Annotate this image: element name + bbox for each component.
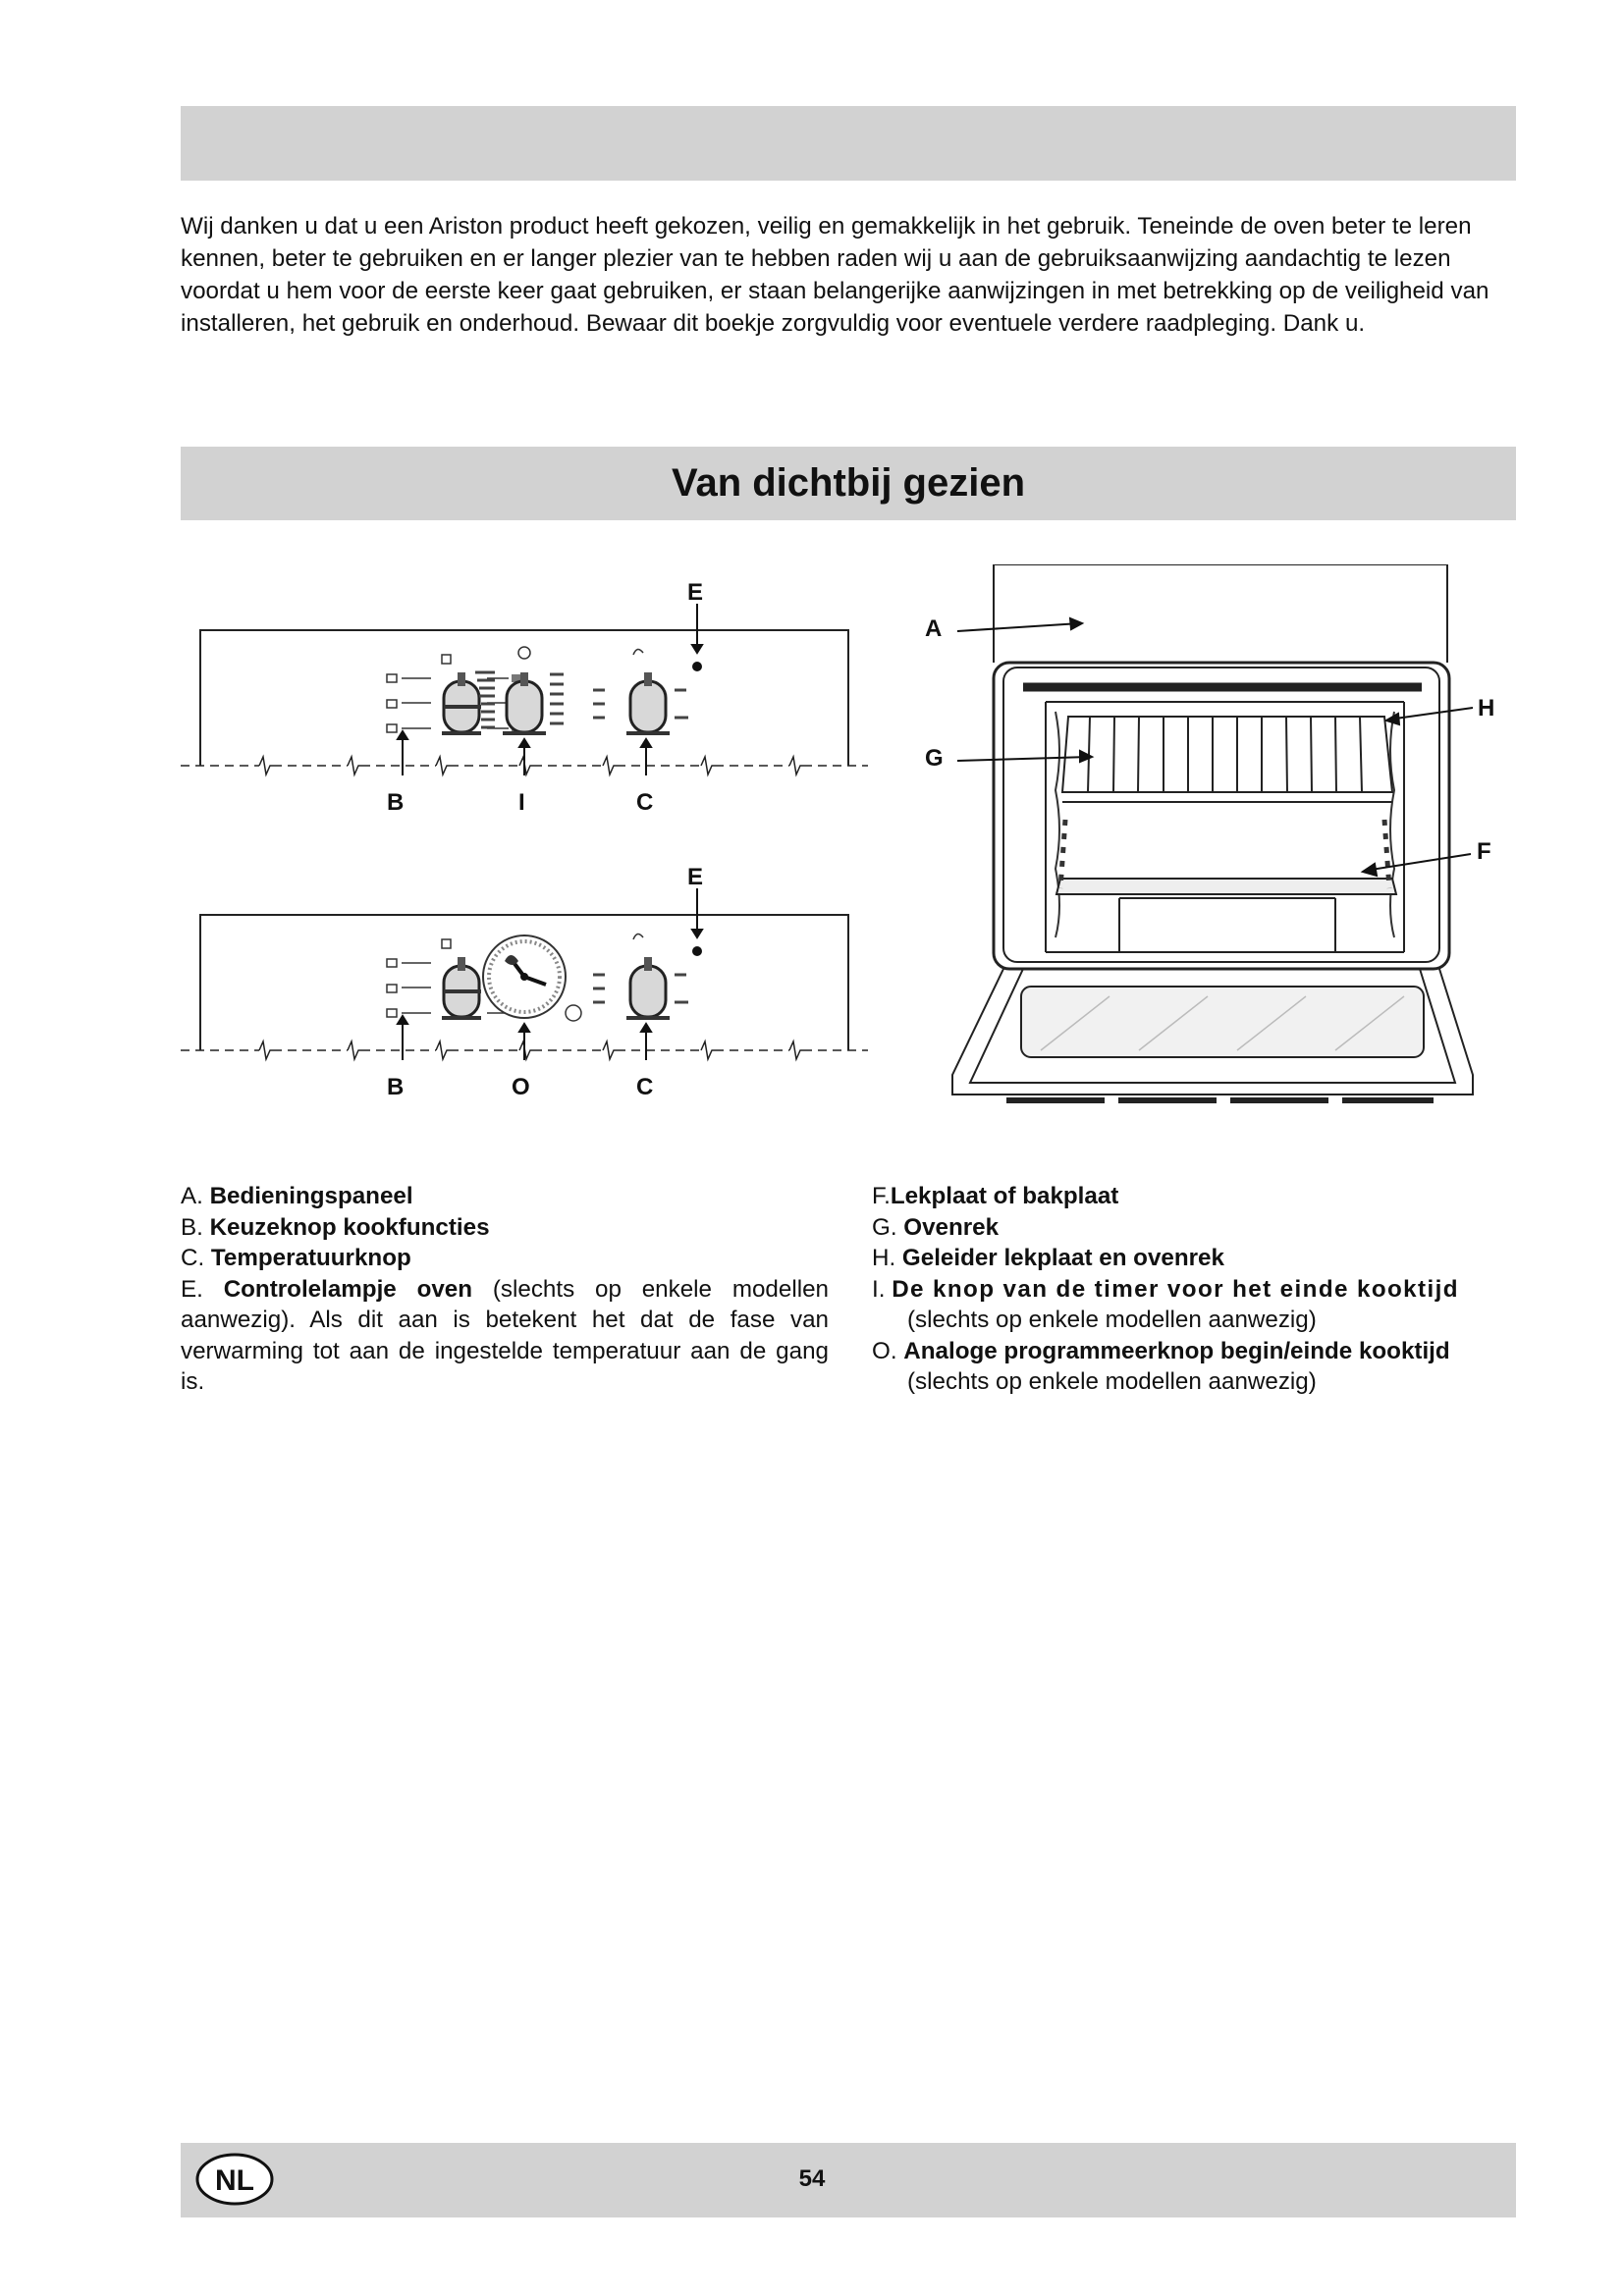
drip-tray bbox=[1056, 879, 1396, 894]
intro-paragraph: Wij danken u dat u een Ariston product heeft gekozen, veilig en gemakkelijk in het gebruik. Teneinde de oven beter te leren kennen, beter te gebruiken en er langer plezier van te hebben raden wij u aan de gebruiksaanwijzing aandachtig te lezen voordat u hem voor de eerste keer gaat gebruiken, er staan belangerijke aanwijzingen in met betrekking op de veiligheid van installeren, het gebruik en onderhoud. Bewaar dit boekje zorgvuldig voor eventuele verdere raadpleging. Dank u. bbox=[181, 213, 1489, 337]
control-panel-diagram-timer bbox=[181, 574, 878, 829]
temperature-knob bbox=[593, 649, 702, 735]
legend-item-c: C. Temperatuurknop bbox=[181, 1245, 411, 1271]
section-header bbox=[181, 447, 1516, 520]
label-f: F bbox=[1477, 838, 1491, 865]
legend-item-o: O. Analoge programmeerknop begin/einde kooktijd (slechts op enkele modellen aanwezig) bbox=[872, 1337, 1450, 1395]
label-b: B bbox=[387, 789, 405, 816]
header-bar bbox=[181, 106, 1516, 181]
label-i: I bbox=[518, 789, 525, 816]
analog-programmer-clock bbox=[483, 935, 581, 1021]
legend-item-i: I. De knop van de timer voor het einde kooktijd (slechts op enkele modellen aanwezig) bbox=[872, 1275, 1459, 1333]
label-o: O bbox=[512, 1074, 530, 1100]
section-title: Van dichtbij gezien bbox=[671, 461, 1026, 505]
page-number: 54 bbox=[798, 2165, 826, 2192]
legend-item-e: E. Controlelampje oven (slechts op enkele modellen aanwezig). Als dit aan is betekent het dat de fase van verwarming tot aan de ingestelde temperatuur aan de gang is. bbox=[181, 1275, 829, 1395]
legend-item-a: A. Bedieningspaneel bbox=[181, 1183, 413, 1209]
label-b: B bbox=[387, 1074, 405, 1100]
legend-item-h: H. Geleider lekplaat en ovenrek bbox=[872, 1245, 1224, 1271]
timer-knob bbox=[475, 647, 564, 735]
legend-left bbox=[181, 1181, 829, 1398]
legend-item-g: G. Ovenrek bbox=[872, 1213, 1000, 1241]
oven-diagram bbox=[913, 564, 1502, 1124]
legend-item-b: B. Keuzeknop kookfuncties bbox=[181, 1213, 490, 1241]
language-code: NL bbox=[215, 2164, 254, 2197]
label-a: A bbox=[925, 615, 943, 642]
label-c: C bbox=[636, 1074, 654, 1100]
legend-item-f: F.Lekplaat of bakplaat bbox=[872, 1183, 1119, 1209]
label-c: C bbox=[636, 789, 654, 816]
temperature-knob bbox=[593, 934, 702, 1020]
control-panel-diagram-clock bbox=[181, 859, 878, 1114]
label-e: E bbox=[687, 864, 704, 890]
legend-right bbox=[872, 1181, 1520, 1398]
oven-rack bbox=[1062, 717, 1392, 802]
oven-door bbox=[952, 969, 1473, 1100]
label-g: G bbox=[925, 745, 944, 772]
label-h: H bbox=[1478, 695, 1495, 721]
label-e: E bbox=[687, 579, 704, 606]
function-knob bbox=[387, 655, 520, 735]
